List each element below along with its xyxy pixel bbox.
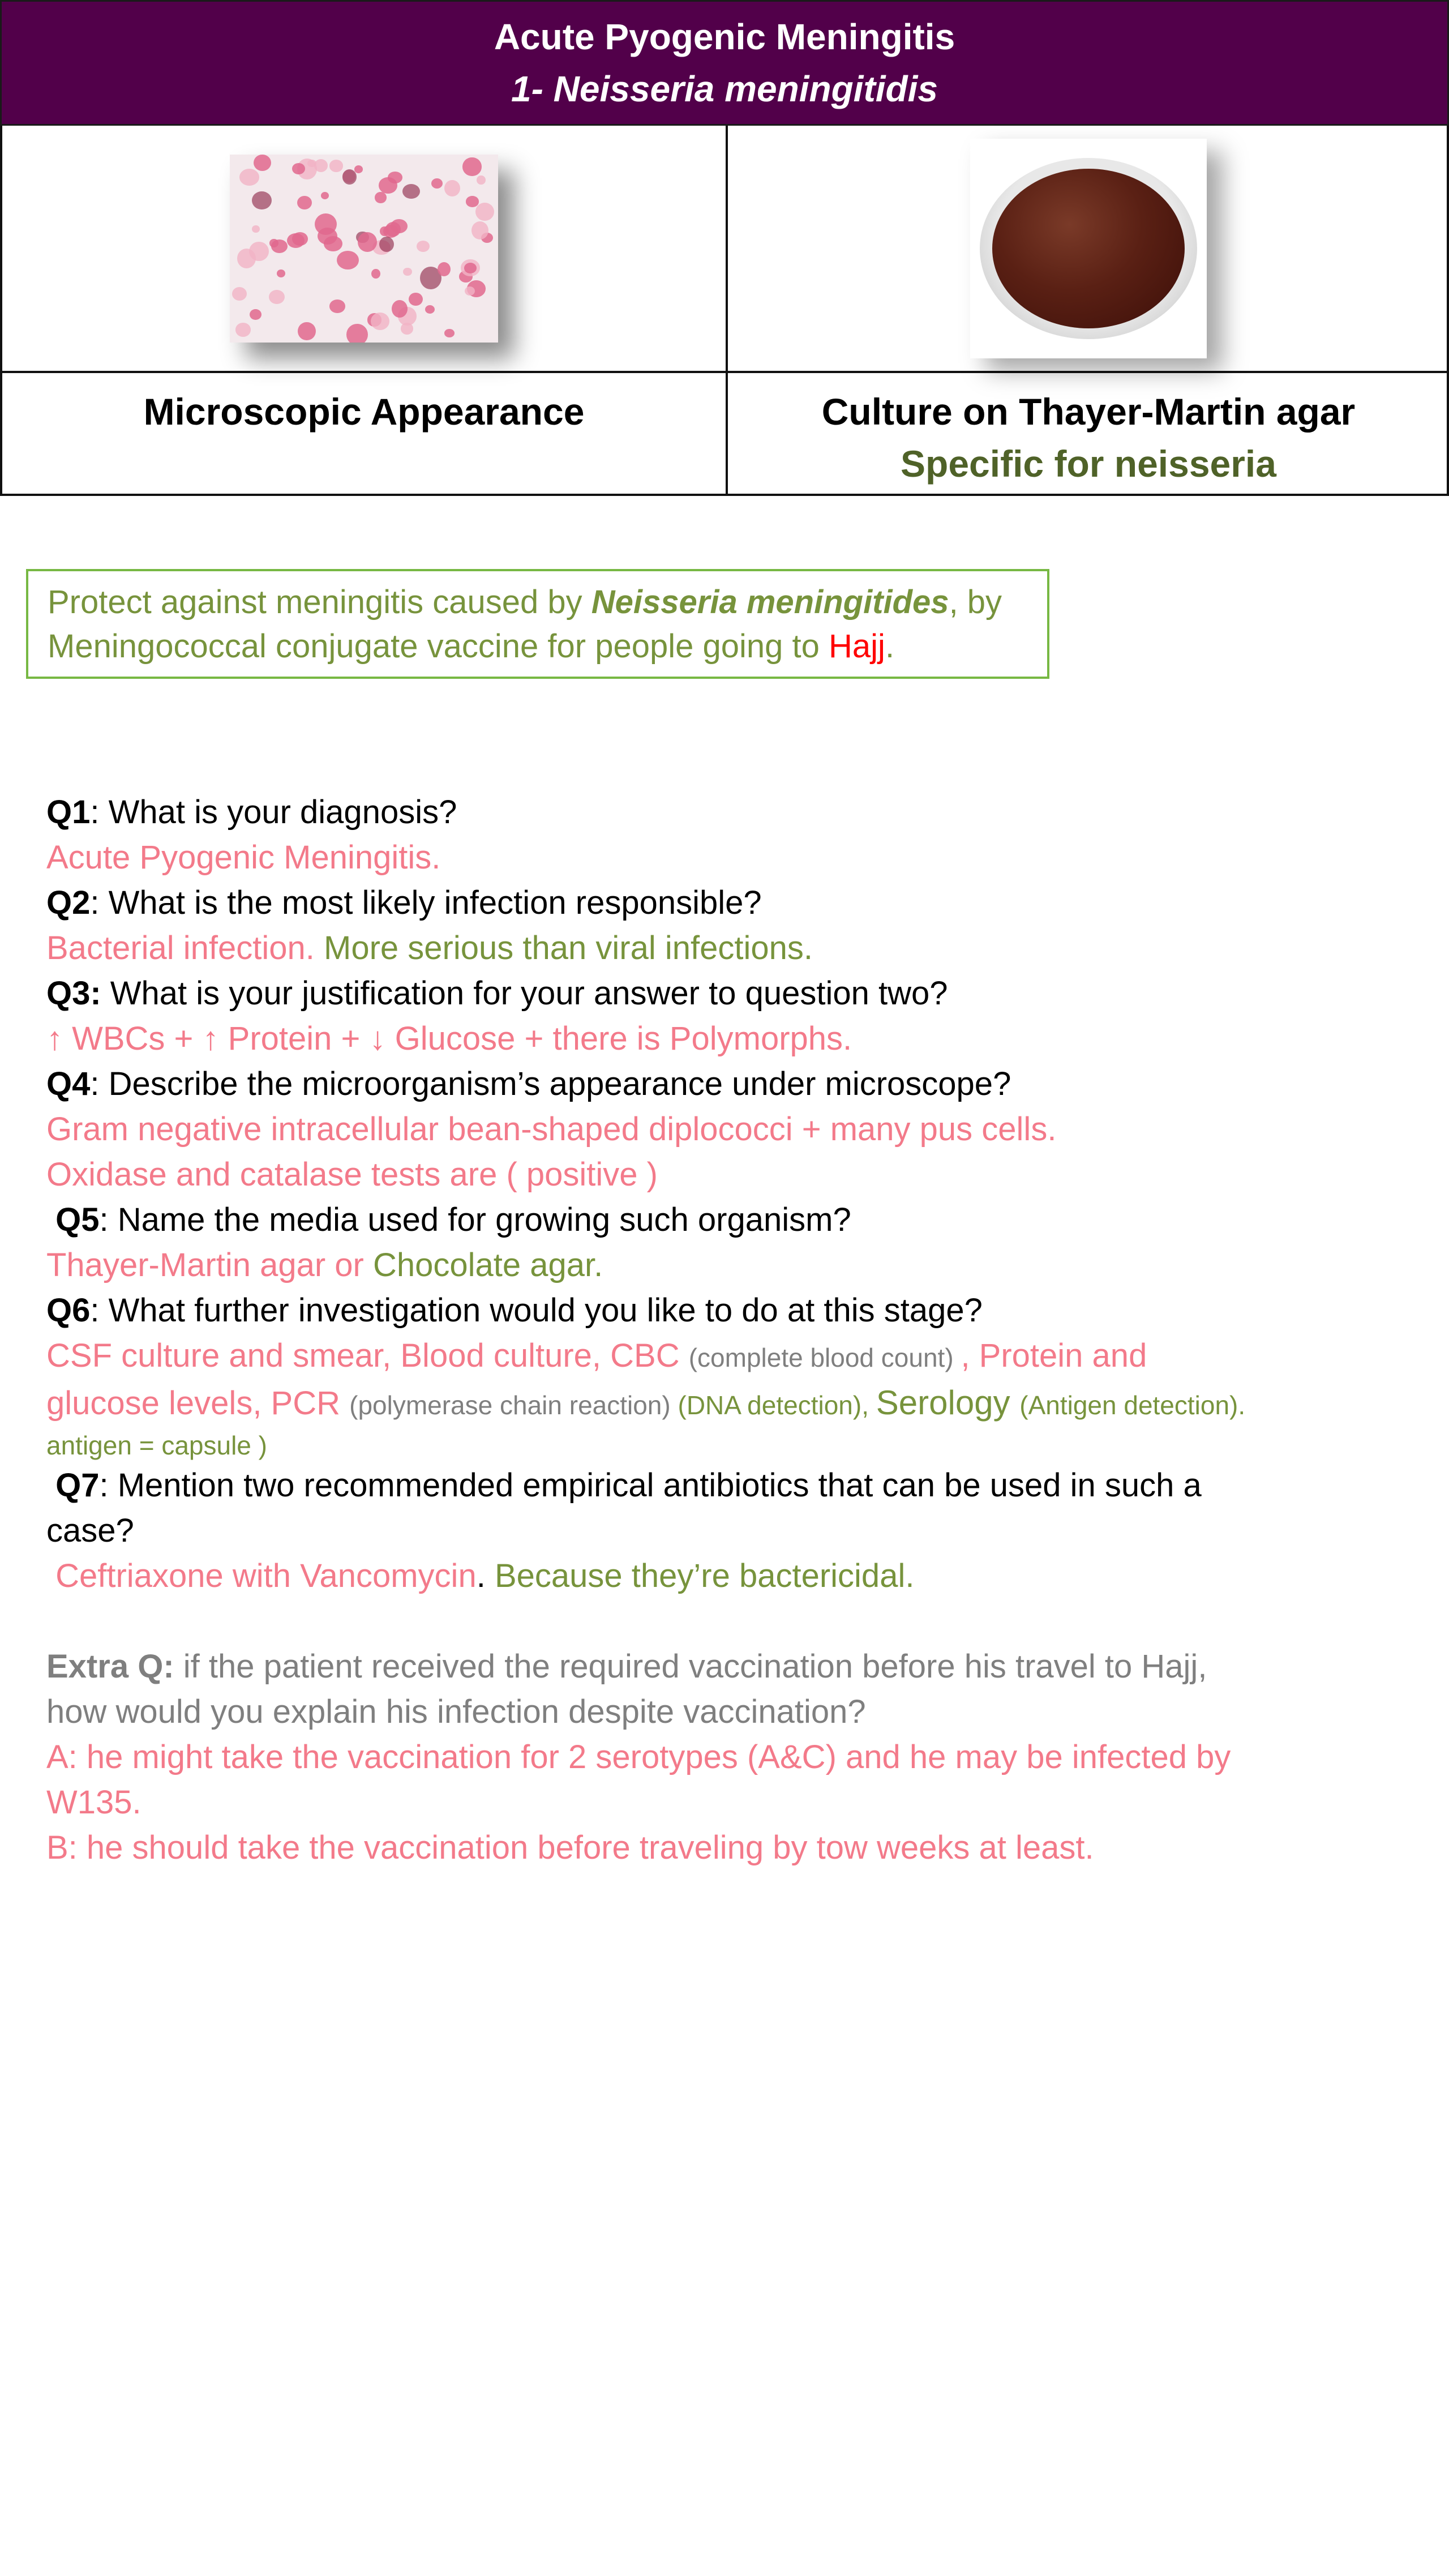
question-6: Q6: What further investigation would you like to do at this stage? <box>46 1292 983 1329</box>
cell-blob <box>401 323 413 334</box>
cell-blob <box>471 221 488 239</box>
cell-blob <box>354 165 363 173</box>
cell-blob <box>444 180 460 196</box>
microscopic-label: Microscopic Appearance <box>143 391 585 433</box>
page-title: Acute Pyogenic Meningitis <box>494 16 955 57</box>
cell-blob <box>235 323 251 337</box>
cell-blob <box>425 305 435 314</box>
cell-blob <box>292 163 305 174</box>
extra-question-cont: how would you explain his infection despite vaccination? <box>46 1693 866 1730</box>
cell-blob <box>254 155 271 172</box>
vaccine-line-2: Meningococcal conjugate vaccine for people going to Hajj. <box>48 628 895 665</box>
cell-blob <box>392 300 408 318</box>
cell-blob <box>477 176 485 185</box>
cell-blob <box>358 232 377 252</box>
cell-blob <box>417 241 430 252</box>
cell-blob <box>465 286 475 296</box>
extra-answer-a-cont: W135. <box>46 1784 142 1821</box>
microscopic-label-cell <box>2 373 726 496</box>
cell-blob <box>250 309 261 320</box>
cell-blob <box>371 313 389 330</box>
hajj-word: Hajj <box>829 628 885 665</box>
cell-blob <box>375 192 386 203</box>
culture-sublabel: Specific for neisseria <box>901 443 1276 485</box>
cell-blob <box>329 160 344 172</box>
cell-blob <box>403 268 411 276</box>
cell-blob <box>315 213 337 235</box>
answer-2: Bacterial infection. More serious than viral infections. <box>46 930 813 966</box>
page-subtitle: 1- Neisseria meningitidis <box>511 69 938 109</box>
answer-7: Ceftriaxone with Vancomycin. Because they’re bactericidal. <box>55 1557 915 1594</box>
cell-blob <box>252 191 272 209</box>
agar-medium <box>992 169 1185 328</box>
cell-blob <box>342 169 357 185</box>
cell-blob <box>371 269 380 279</box>
question-3: Q3: What is your justification for your answer to question two? <box>46 975 948 1012</box>
extra-answer-a: A: he might take the vaccination for 2 serotypes (A&C) and he may be infected by <box>46 1739 1231 1775</box>
question-5: Q5: Name the media used for growing such organism? <box>55 1201 851 1238</box>
cell-blob <box>388 172 402 183</box>
cell-blob <box>277 269 285 277</box>
question-4: Q4: Describe the microorganism’s appearance under microscope? <box>46 1066 1011 1102</box>
answer-4-line-2: Oxidase and catalase tests are ( positive ) <box>46 1156 658 1193</box>
culture-label: Culture on Thayer-Martin agar <box>821 391 1356 433</box>
thayer-martin-plate-image <box>970 139 1207 358</box>
cell-blob <box>269 239 278 247</box>
answer-1: Acute Pyogenic Meningitis. <box>46 839 441 876</box>
extra-question: Extra Q: if the patient received the required vaccination before his travel to Hajj, <box>46 1648 1207 1685</box>
question-1: Q1: What is your diagnosis? <box>46 794 457 831</box>
cell-blob <box>391 219 408 233</box>
cell-blob <box>232 287 247 301</box>
question-2: Q2: What is the most likely infection responsible? <box>46 884 762 921</box>
cell-blob <box>298 322 316 341</box>
cell-blob <box>337 251 359 269</box>
answer-6-line-3: antigen = capsule ) <box>46 1431 267 1460</box>
title-banner <box>0 0 1449 126</box>
spacer <box>46 1599 1416 1644</box>
cell-blob <box>287 233 305 248</box>
culture-label-cell <box>728 373 1449 496</box>
question-7-cont: case? <box>46 1512 134 1549</box>
cell-blob <box>269 290 285 304</box>
vaccine-note-box <box>26 569 1049 679</box>
cell-blob <box>237 249 256 268</box>
microscopic-smear-image <box>230 155 498 343</box>
answer-6-line-1: CSF culture and smear, Blood culture, CBC (complete blood count) , Protein and <box>46 1337 1147 1374</box>
cell-blob <box>409 293 423 306</box>
microscope-image-cell <box>2 126 726 371</box>
answer-5: Thayer-Martin agar or Chocolate agar. <box>46 1247 603 1283</box>
answer-6-line-2: glucose levels, PCR (polymerase chain reaction) (DNA detection), Serology (Antigen detection). <box>46 1384 1246 1422</box>
cell-blob <box>321 192 329 199</box>
answer-3: ↑ WBCs + ↑ Protein + ↓ Glucose + there is Polymorphs. <box>46 1020 852 1057</box>
cell-blob <box>444 329 455 337</box>
question-7: Q7: Mention two recommended empirical antibiotics that can be used in such a <box>55 1467 1202 1504</box>
cell-blob <box>379 237 394 252</box>
cell-blob <box>239 169 260 186</box>
organism-name: Neisseria meningitides <box>591 584 949 621</box>
cell-blob <box>462 157 482 176</box>
extra-answer-b: B: he should take the vaccination before traveling by tow weeks at least. <box>46 1829 1094 1866</box>
cell-blob <box>475 203 494 221</box>
petri-dish-rim <box>980 158 1197 339</box>
cell-blob <box>314 159 328 172</box>
cell-blob <box>438 262 451 276</box>
cell-blob <box>297 196 312 209</box>
question-answer-section <box>46 790 1416 1871</box>
answer-4-line-1: Gram negative intracellular bean-shaped diplococci + many pus cells. <box>46 1111 1057 1148</box>
cell-blob <box>402 184 420 199</box>
cell-blob <box>466 196 479 207</box>
agar-plate-image-cell <box>728 126 1449 371</box>
specimen-table <box>0 126 1449 496</box>
cell-blob <box>329 299 346 313</box>
cell-blob <box>346 324 368 342</box>
cell-blob <box>431 178 443 189</box>
cell-blob <box>252 225 260 233</box>
vaccine-line-1: Protect against meningitis caused by Neisseria meningitides, by <box>48 584 1002 621</box>
